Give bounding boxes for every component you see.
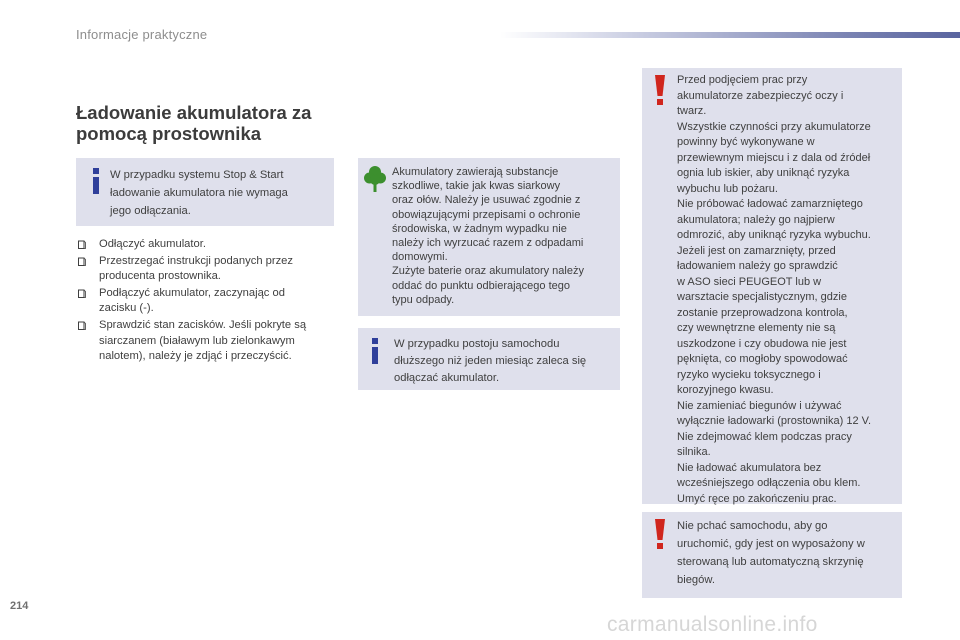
- list-item-line: Podłączyć akumulator, zaczynając od: [99, 286, 285, 299]
- text-line: w ASO sieci PEUGEOT lub w: [677, 275, 822, 288]
- text-line: Jeżeli jest on zamarznięty, przed: [677, 244, 836, 257]
- text-line: Przed podjęciem prac przy: [677, 74, 808, 86]
- section-header-title: Informacje praktyczne: [76, 27, 208, 42]
- text-line: ładowanie akumulatora nie wymaga: [110, 187, 288, 199]
- text-line: Nie ładować akumulatora bez: [677, 461, 822, 474]
- text-line: ognia lub iskier, aby uniknąć ryzyka: [677, 167, 850, 179]
- text-line: Nie zamieniać biegunów i używać: [677, 399, 842, 412]
- text-line: sterowaną lub automatyczną skrzynię: [677, 556, 864, 568]
- text-line: obowiązującymi przepisami o ochronie: [392, 208, 581, 221]
- text-line: szkodliwe, takie jak kwas siarkowy: [392, 180, 561, 193]
- text-line: Wszystkie czynności przy akumulatorze: [677, 120, 871, 133]
- list-item: [76, 318, 346, 365]
- page-title: [76, 102, 346, 144]
- text-line: akumulatora; należy go najpierw: [677, 213, 835, 226]
- text-line: Nie próbować ładować zamarzniętego: [677, 198, 863, 210]
- page-number: 214: [10, 600, 29, 612]
- warning-box-safety: [642, 68, 902, 504]
- bullet-square-icon: [78, 257, 86, 266]
- bullet-square-icon: [78, 240, 86, 249]
- info-box-stop-start-text: [110, 166, 288, 220]
- list-item: [76, 237, 346, 253]
- list-item-line: Przestrzegać instrukcji podanych przez: [99, 254, 294, 267]
- eco-box-battery-disposal: [358, 158, 620, 316]
- text-line: pęknięta, co mogłoby spowodować: [677, 353, 848, 365]
- info-box-parking: [358, 328, 620, 390]
- text-line: Nie zdejmować klem podczas pracy: [677, 430, 852, 443]
- text-line: jego odłączania.: [110, 205, 191, 217]
- text-line: środowiska, w żadnym wypadku nie: [392, 222, 567, 235]
- warning-box-gearbox: [642, 512, 902, 598]
- text-line: oraz ołów. Należy je usuwać zgodnie z: [392, 194, 581, 207]
- text-line: korozyjnego kwasu.: [677, 384, 774, 396]
- watermark-text: carmanualsonline.info: [607, 613, 818, 636]
- eco-box-text: [392, 165, 584, 307]
- list-item-line: Odłączyć akumulator.: [99, 238, 206, 250]
- text-line: Nie pchać samochodu, aby go: [677, 520, 828, 532]
- list-item: [76, 286, 346, 317]
- text-line: dłuższego niż jeden miesiąc zaleca się: [394, 355, 587, 367]
- warning-icon: [650, 518, 670, 552]
- page-title-line: Ładowanie akumulatora za: [76, 102, 312, 123]
- list-item-line: siarczanem (białawym lub zielonkawym: [99, 334, 295, 347]
- text-line: odłączać akumulator.: [394, 372, 500, 384]
- text-line: Akumulatory zawierają substancje: [392, 166, 559, 178]
- text-line: W przypadku systemu Stop & Start: [110, 169, 284, 181]
- warning-box-gearbox-text: [677, 517, 865, 589]
- info-icon: [84, 166, 108, 196]
- text-line: oddać do punktu odbierającego tego: [392, 279, 570, 292]
- text-line: zostanie przeprowadzona kontrola,: [677, 306, 848, 319]
- info-box-stop-start: [76, 158, 334, 226]
- text-line: uszkodzone i czy obudowa nie jest: [677, 337, 847, 350]
- tree-icon: [363, 164, 387, 194]
- text-line: akumulatorze zabezpieczyć oczy i: [677, 89, 844, 102]
- text-line: W przypadku postoju samochodu: [394, 338, 560, 350]
- text-line: Umyć ręce po zakończeniu prac.: [677, 492, 837, 505]
- text-line: odmrozić, aby uniknąć ryzyka wybuchu.: [677, 229, 871, 241]
- list-item-line: producenta prostownika.: [99, 270, 221, 283]
- warning-box-safety-text: [677, 73, 871, 507]
- text-line: wybuchu lub pożaru.: [677, 182, 778, 195]
- info-box-parking-text: [394, 336, 586, 387]
- text-line: powinny być wykonywane w: [677, 136, 815, 148]
- text-line: wcześniejszego odłączenia obu klem.: [677, 477, 861, 489]
- text-line: wyłącznie ładowarki (prostownika) 12 V.: [677, 415, 872, 427]
- text-line: ładowaniem należy go sprawdzić: [677, 260, 838, 272]
- page-title-line: pomocą prostownika: [76, 123, 262, 144]
- header-decorative-bar: [500, 32, 960, 38]
- bullet-square-icon: [78, 321, 86, 330]
- text-line: warsztacie specjalistycznym, gdzie: [677, 291, 847, 303]
- list-item-line: Sprawdzić stan zacisków. Jeśli pokryte są: [99, 318, 307, 331]
- list-item-line: zacisku (-).: [99, 302, 154, 315]
- text-line: czy wewnętrzne elementy nie są: [677, 322, 836, 334]
- text-line: typu odpady.: [392, 293, 455, 306]
- step-list: [76, 237, 346, 366]
- warning-icon: [650, 74, 670, 108]
- text-line: domowymi.: [392, 251, 448, 264]
- text-line: Zużyte baterie oraz akumulatory należy: [392, 265, 584, 278]
- text-line: przewiewnym miejscu i z dala od źródeł: [677, 151, 871, 164]
- text-line: należy ich wyrzucać razem z odpadami: [392, 237, 584, 250]
- bullet-square-icon: [78, 289, 86, 298]
- list-item: [76, 254, 346, 285]
- text-line: silnika.: [677, 446, 711, 458]
- list-item-line: nalotem), należy je zdjąć i przeczyścić.: [99, 350, 292, 363]
- text-line: ryzyko wycieku toksycznego i: [677, 368, 821, 381]
- text-line: twarz.: [677, 105, 707, 117]
- text-line: uruchomić, gdy jest on wyposażony w: [677, 538, 865, 550]
- text-line: biegów.: [677, 574, 715, 586]
- info-icon: [363, 336, 387, 366]
